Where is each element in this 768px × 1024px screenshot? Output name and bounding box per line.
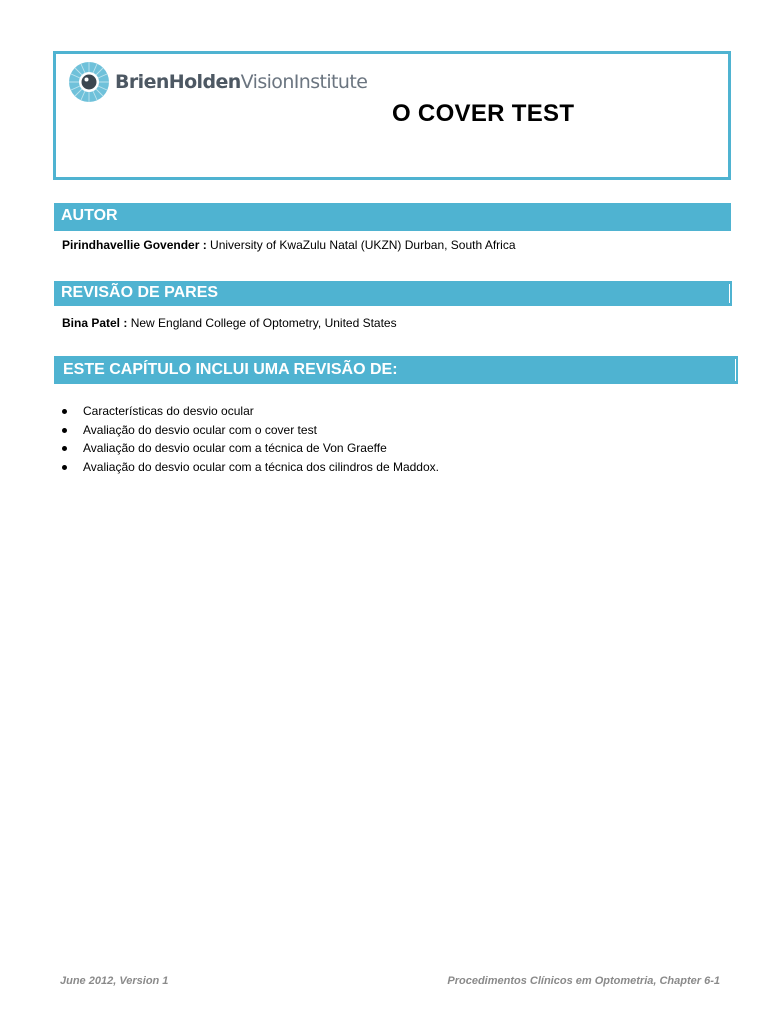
chapter-topics-list xyxy=(62,404,439,478)
author-affiliation: University of KwaZulu Natal (UKZN) Durban, South Africa xyxy=(206,238,516,252)
reviewer-credit xyxy=(62,316,397,330)
logo-wordmark xyxy=(115,71,367,93)
footer-chapter: Procedimentos Clínicos em Optometria, Chapter 6-1 xyxy=(447,975,720,987)
peer-review-section-heading xyxy=(54,281,732,306)
logo-wordmark-bold: BrienHolden xyxy=(115,71,241,93)
bullet-icon xyxy=(62,428,67,433)
bullet-icon xyxy=(62,465,67,470)
brien-holden-logo xyxy=(68,61,367,103)
list-item-text: Características do desvio ocular xyxy=(83,404,254,418)
bullet-icon xyxy=(62,446,67,451)
bullet-icon xyxy=(62,409,67,414)
chapter-contents-heading-text: ESTE CAPÍTULO INCLUI UMA REVISÃO DE: xyxy=(63,361,398,378)
document-title: O COVER TEST xyxy=(392,100,575,127)
list-item-text: Avaliação do desvio ocular com o cover test xyxy=(83,422,317,437)
autor-heading-text: AUTOR xyxy=(61,207,118,224)
footer-version: June 2012, Version 1 xyxy=(60,975,169,987)
author-name: Pirindhavellie Govender : xyxy=(62,238,207,252)
list-item xyxy=(62,460,439,479)
list-item xyxy=(62,423,439,442)
logo-wordmark-light: VisionInstitute xyxy=(240,71,368,93)
header-box xyxy=(53,51,731,180)
peer-review-heading-text: REVISÃO DE PARES xyxy=(61,284,219,301)
eye-logo-icon xyxy=(68,61,110,103)
list-item xyxy=(62,404,439,423)
reviewer-affiliation: New England College of Optometry, United States xyxy=(127,316,397,330)
heading-divider xyxy=(735,359,736,381)
autor-section-heading xyxy=(54,203,731,231)
reviewer-name: Bina Patel : xyxy=(62,316,128,330)
author-credit xyxy=(62,238,516,252)
list-item-text: Avaliação do desvio ocular com a técnica dos cilindros de Maddox. xyxy=(83,459,439,474)
list-item xyxy=(62,441,439,460)
heading-divider xyxy=(729,284,730,303)
chapter-contents-section-heading xyxy=(54,356,738,384)
list-item-text: Avaliação do desvio ocular com a técnica de Von Graeffe xyxy=(83,441,387,455)
